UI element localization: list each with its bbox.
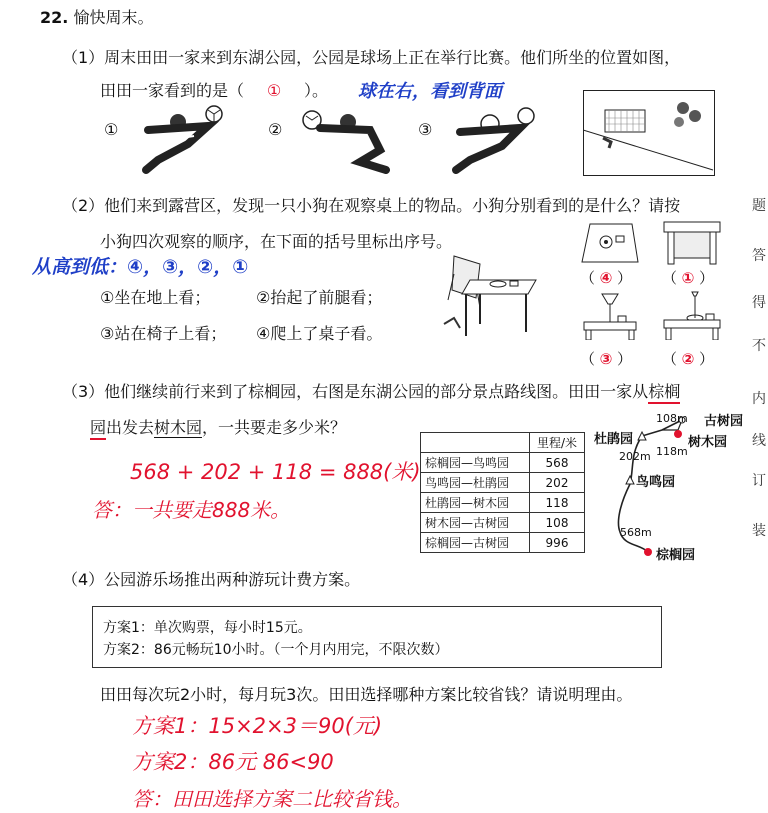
route-table (420, 432, 585, 553)
p4-work1: 方案1：15×2×3＝90(元) (132, 714, 383, 738)
p3-line2-u1: 园 (90, 418, 106, 440)
table-cell-value: 568 (530, 453, 585, 473)
p4-line1: （4）公园游乐场推出两种游玩计费方案。 (62, 570, 361, 589)
p2-item-3: ③站在椅子上看； (100, 324, 227, 343)
question-header (40, 8, 153, 28)
p3-answer: 答：一共要走888米。 (92, 498, 291, 522)
p2-answer-box-3 (580, 348, 632, 369)
paren-open: （ (580, 269, 596, 287)
table-row (421, 493, 585, 513)
paren-open: （ (662, 269, 678, 287)
table-cell-value: 108 (530, 513, 585, 533)
p1-option-3: ③ (418, 120, 433, 139)
p2-answer-box-1 (580, 267, 632, 288)
camp-table-picture (440, 244, 540, 340)
map-shumu: 树木园 (688, 435, 728, 450)
side-char: 得 (752, 295, 766, 311)
table-cell-name: 棕榈园—古树园 (421, 533, 530, 553)
p1-suffix: ）。 (304, 81, 329, 100)
p2-answer-2: ① (681, 269, 695, 287)
plan-box (92, 606, 662, 668)
table-row (421, 473, 585, 493)
table-header: 里程/米 (530, 433, 585, 453)
side-char: 订 (752, 473, 766, 489)
table-cell-value: 996 (530, 533, 585, 553)
p2-answer-box-4 (662, 348, 714, 369)
p3-line1 (62, 382, 680, 402)
paren-close: ） (617, 350, 633, 368)
p4-question: 田田每次玩2小时，每月玩3次。田田选择哪种方案比较省钱？请说明理由。 (100, 685, 633, 704)
map-d202: 202m (619, 450, 651, 463)
side-char: 内 (752, 391, 766, 407)
p4-work2: 方案2：86元 86<90 (132, 750, 334, 774)
table-cell-name: 树木园—古树园 (421, 513, 530, 533)
p1-line2 (100, 81, 328, 101)
goalkeeper-side-icon (290, 100, 400, 174)
p2-line2: 小狗四次观察的顺序，在下面的括号里标出序号。 (100, 232, 453, 251)
p2-answer-4: ② (681, 350, 695, 368)
p3-line1-underline: 棕榈 (648, 382, 680, 404)
p2-note: 从高到低：④，③，②，① (32, 256, 249, 278)
map-niaoming: 鸟鸣园 (636, 475, 676, 490)
question-number: 22. (40, 8, 69, 27)
p4-answer: 答：田田选择方案二比较省钱。 (132, 787, 412, 811)
plan2: 方案2：86元畅玩10小时。（一个月内用完，不限次数） (103, 642, 449, 658)
view-front-picture (662, 290, 722, 340)
side-char: 不 (752, 338, 766, 354)
p3-line1-text: （3）他们继续前行来到了棕榈园，右图是东湖公园的部分景点路线图。田田一家从 (62, 382, 649, 401)
table-header-row (421, 433, 585, 453)
side-char: 题 (752, 198, 766, 214)
map-dujuan: 杜鹃园 (594, 432, 634, 447)
p1-option-1: ① (104, 120, 119, 139)
p3-line2-suffix: ，一共要走多少米？ (202, 418, 347, 437)
paren-open: （ (662, 350, 678, 368)
map-zonglv: 棕榈园 (656, 548, 696, 563)
view-chair-picture (582, 292, 638, 340)
p2-answer-box-2 (662, 267, 714, 288)
p2-item-4: ④爬上了桌子看。 (256, 324, 383, 343)
paren-open: （ (580, 350, 596, 368)
p1-line1: （1）周末田田一家来到东湖公园，公园是球场上正在举行比赛。他们所坐的位置如图， (62, 48, 681, 67)
p2-item-2: ②抬起了前腿看； (256, 288, 383, 307)
goalkeeper-back-icon (440, 100, 540, 174)
table-cell-name: 鸟鸣园—杜鹃园 (421, 473, 530, 493)
p2-line1: （2）他们来到露营区，发现一只小狗在观察桌上的物品。小狗分别看到的是什么？请按 (62, 196, 681, 215)
p1-option-2: ② (268, 120, 283, 139)
p1-answer: ① (266, 81, 282, 100)
map-gushu: 古树园 (704, 414, 744, 429)
table-row (421, 533, 585, 553)
p2-answer-1: ④ (599, 269, 613, 287)
map-d568: 568m (620, 526, 652, 539)
p3-line2-mid: 出发去 (106, 418, 155, 437)
p1-prefix: 田田一家看到的是（ (100, 81, 245, 100)
table-cell-value: 202 (530, 473, 585, 493)
table-cell-value: 118 (530, 493, 585, 513)
p3-work: 568 + 202 + 118 = 888(米) (130, 460, 421, 484)
stadium-picture (583, 90, 715, 176)
map-d118: 118m (656, 445, 688, 458)
plan1: 方案1：单次购票，每小时15元。 (103, 620, 312, 636)
table-header-empty (421, 433, 530, 453)
table-row (421, 513, 585, 533)
p2-item-1: ①坐在地上看； (100, 288, 211, 307)
view-top-picture (580, 222, 640, 266)
map-d108: 108m (656, 412, 688, 425)
side-char: 线 (752, 433, 766, 449)
side-char: 答 (752, 248, 766, 264)
view-low-picture (662, 218, 722, 266)
p3-line2-u2: 树木园 (154, 418, 203, 437)
question-title: 愉快周末。 (73, 8, 154, 27)
table-row (421, 453, 585, 473)
p3-line2 (90, 418, 346, 438)
paren-close: ） (699, 269, 715, 287)
paren-close: ） (699, 350, 715, 368)
paren-close: ） (617, 269, 633, 287)
goalkeeper-front-icon (128, 100, 228, 174)
route-table-wrap (420, 432, 585, 553)
side-char: 装 (752, 523, 766, 539)
table-cell-name: 杜鹃园—树木园 (421, 493, 530, 513)
p2-answer-3: ③ (599, 350, 613, 368)
table-cell-name: 棕榈园—鸟鸣园 (421, 453, 530, 473)
p1-note: 球在右，看到背面 (358, 81, 502, 102)
